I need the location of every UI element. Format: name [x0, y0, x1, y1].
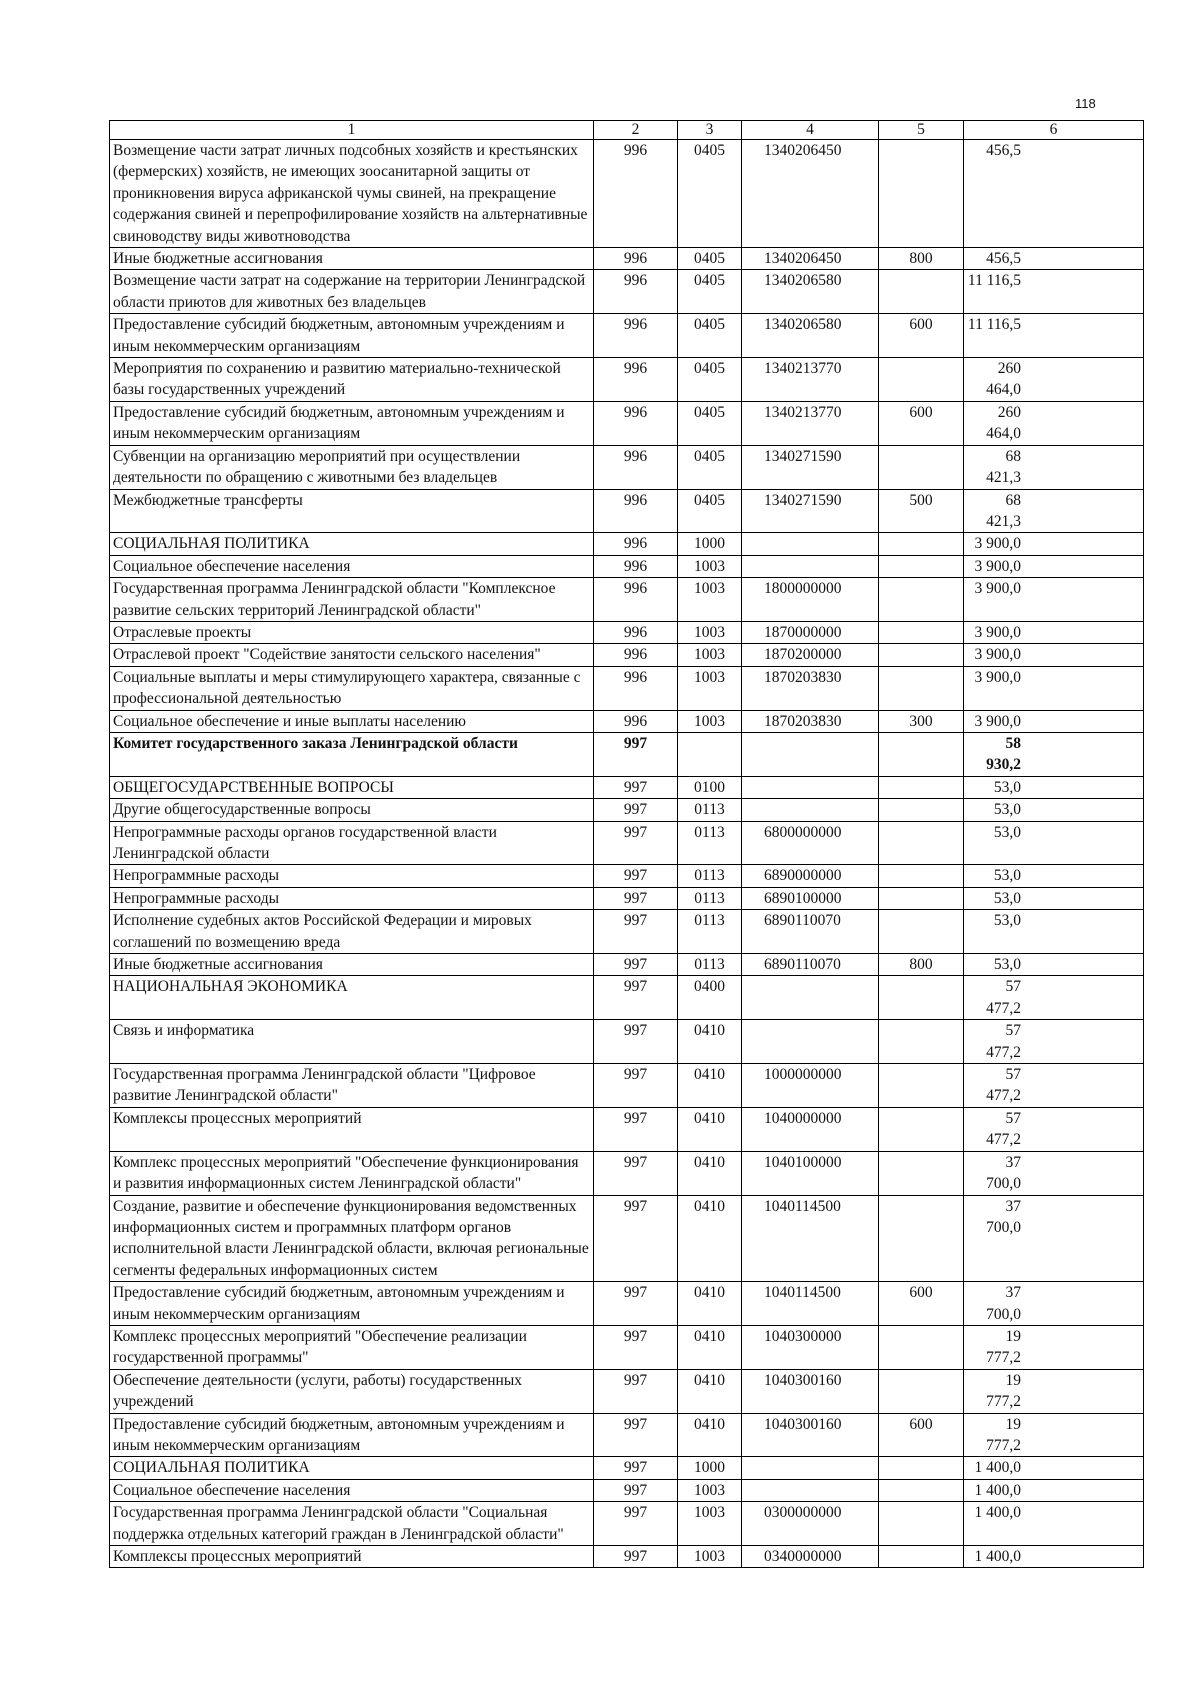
row-target-code: 6800000000	[742, 821, 879, 865]
row-grbs-code: 997	[594, 1151, 678, 1195]
row-sum: 68 421,3	[964, 445, 1144, 489]
row-sum: 57 477,2	[964, 1020, 1144, 1064]
table-row	[110, 976, 1144, 1020]
table-row	[110, 799, 1144, 821]
row-sum: 260 464,0	[964, 401, 1144, 445]
table-row	[110, 140, 1144, 248]
row-section-code: 0405	[678, 140, 742, 248]
row-name: Социальное обеспечение и иные выплаты населению	[110, 710, 594, 732]
row-grbs-code: 997	[594, 1282, 678, 1326]
row-grbs-code: 997	[594, 976, 678, 1020]
row-grbs-code: 996	[594, 248, 678, 270]
row-target-code: 1870200000	[742, 644, 879, 666]
row-section-code: 0405	[678, 445, 742, 489]
row-expense-type	[879, 1502, 964, 1546]
row-expense-type	[879, 1546, 964, 1568]
row-grbs-code: 997	[594, 821, 678, 865]
row-sum: 1 400,0	[964, 1546, 1144, 1568]
row-expense-type	[879, 776, 964, 798]
row-target-code: 6890100000	[742, 887, 879, 909]
row-expense-type: 600	[879, 1282, 964, 1326]
row-section-code: 0405	[678, 270, 742, 314]
row-target-code: 0340000000	[742, 1546, 879, 1568]
row-section-code: 0405	[678, 248, 742, 270]
row-sum: 53,0	[964, 910, 1144, 954]
table-row	[110, 910, 1144, 954]
row-expense-type	[879, 666, 964, 710]
row-target-code: 1040300160	[742, 1413, 879, 1457]
row-grbs-code: 997	[594, 954, 678, 976]
row-expense-type	[879, 821, 964, 865]
budget-table	[109, 120, 1144, 1568]
row-expense-type	[879, 140, 964, 248]
table-row	[110, 555, 1144, 577]
table-row	[110, 732, 1144, 776]
row-section-code: 1003	[678, 621, 742, 643]
row-target-code: 1040000000	[742, 1107, 879, 1151]
row-expense-type	[879, 1020, 964, 1064]
row-sum: 3 900,0	[964, 710, 1144, 732]
row-grbs-code: 996	[594, 140, 678, 248]
row-expense-type	[879, 887, 964, 909]
table-row	[110, 1020, 1144, 1064]
row-sum: 11 116,5	[964, 270, 1144, 314]
row-name: Предоставление субсидий бюджетным, автономным учреждениям и иным некоммерческим организациям	[110, 401, 594, 445]
row-section-code: 1003	[678, 1479, 742, 1501]
row-sum: 58 930,2	[964, 732, 1144, 776]
row-section-code	[678, 732, 742, 776]
row-section-code: 0113	[678, 799, 742, 821]
row-grbs-code: 996	[594, 666, 678, 710]
row-sum: 68 421,3	[964, 489, 1144, 533]
row-name: Непрограммные расходы	[110, 865, 594, 887]
row-sum: 11 116,5	[964, 314, 1144, 358]
row-expense-type: 800	[879, 248, 964, 270]
row-section-code: 0113	[678, 887, 742, 909]
row-sum: 37 700,0	[964, 1195, 1144, 1282]
row-name: Субвенции на организацию мероприятий при осуществлении деятельности по обращению с животными без владельцев	[110, 445, 594, 489]
row-target-code: 1870203830	[742, 666, 879, 710]
row-section-code: 0405	[678, 401, 742, 445]
row-target-code: 1000000000	[742, 1064, 879, 1108]
row-expense-type: 300	[879, 710, 964, 732]
row-sum: 57 477,2	[964, 976, 1144, 1020]
table-row	[110, 1546, 1144, 1568]
row-target-code: 1870203830	[742, 710, 879, 732]
row-grbs-code: 996	[594, 314, 678, 358]
row-expense-type: 600	[879, 314, 964, 358]
column-header-5: 5	[879, 121, 964, 140]
row-section-code: 0410	[678, 1369, 742, 1413]
row-name: Государственная программа Ленинградской области "Социальная поддержка отдельных категорий граждан в Ленинградской области"	[110, 1502, 594, 1546]
row-target-code: 1340206450	[742, 140, 879, 248]
row-name: Отраслевые проекты	[110, 621, 594, 643]
row-grbs-code: 996	[594, 555, 678, 577]
row-name: Отраслевой проект "Содействие занятости сельского населения"	[110, 644, 594, 666]
row-expense-type	[879, 1325, 964, 1369]
row-sum: 37 700,0	[964, 1282, 1144, 1326]
row-sum: 57 477,2	[964, 1064, 1144, 1108]
row-sum: 53,0	[964, 799, 1144, 821]
row-expense-type: 500	[879, 489, 964, 533]
row-grbs-code: 997	[594, 1546, 678, 1568]
row-name: Комплекс процессных мероприятий "Обеспечение функционирования и развития информационных систем Ленинградской области"	[110, 1151, 594, 1195]
row-expense-type	[879, 270, 964, 314]
row-target-code: 1340213770	[742, 401, 879, 445]
row-section-code: 0400	[678, 976, 742, 1020]
row-name: Предоставление субсидий бюджетным, автономным учреждениям и иным некоммерческим организациям	[110, 1282, 594, 1326]
row-sum: 1 400,0	[964, 1502, 1144, 1546]
row-name: Связь и информатика	[110, 1020, 594, 1064]
row-name: Иные бюджетные ассигнования	[110, 954, 594, 976]
table-row	[110, 1369, 1144, 1413]
row-section-code: 0410	[678, 1064, 742, 1108]
column-header-6: 6	[964, 121, 1144, 140]
column-header-4: 4	[742, 121, 879, 140]
row-grbs-code: 996	[594, 533, 678, 555]
row-target-code: 0300000000	[742, 1502, 879, 1546]
row-name: Создание, развитие и обеспечение функционирования ведомственных информационных систем и программных платформ органов исполнительной власти Ленинградской области, включая региональные сегменты федеральных информационных систем	[110, 1195, 594, 1282]
row-sum: 1 400,0	[964, 1479, 1144, 1501]
row-section-code: 0100	[678, 776, 742, 798]
row-name: Непрограммные расходы органов государственной власти Ленинградской области	[110, 821, 594, 865]
budget-table-body	[110, 121, 1144, 1568]
row-expense-type	[879, 578, 964, 622]
row-expense-type	[879, 358, 964, 402]
row-target-code	[742, 1479, 879, 1501]
row-name: Комплексы процессных мероприятий	[110, 1107, 594, 1151]
row-expense-type	[879, 1107, 964, 1151]
row-name: ОБЩЕГОСУДАРСТВЕННЫЕ ВОПРОСЫ	[110, 776, 594, 798]
row-name: Возмещение части затрат на содержание на территории Ленинградской области приютов для животных без владельцев	[110, 270, 594, 314]
column-header-2: 2	[594, 121, 678, 140]
row-name: Мероприятия по сохранению и развитию материально-технической базы государственных учреждений	[110, 358, 594, 402]
table-row	[110, 1457, 1144, 1479]
row-grbs-code: 997	[594, 1195, 678, 1282]
row-expense-type	[879, 1151, 964, 1195]
row-sum: 3 900,0	[964, 666, 1144, 710]
row-target-code: 1870000000	[742, 621, 879, 643]
row-sum: 37 700,0	[964, 1151, 1144, 1195]
table-row	[110, 1413, 1144, 1457]
row-sum: 260 464,0	[964, 358, 1144, 402]
row-expense-type	[879, 1195, 964, 1282]
table-row	[110, 1282, 1144, 1326]
row-section-code: 1003	[678, 644, 742, 666]
row-section-code: 0410	[678, 1151, 742, 1195]
row-section-code: 0410	[678, 1413, 742, 1457]
row-section-code: 1003	[678, 1502, 742, 1546]
row-target-code: 1040114500	[742, 1195, 879, 1282]
row-sum: 3 900,0	[964, 644, 1144, 666]
row-section-code: 1003	[678, 555, 742, 577]
table-row	[110, 821, 1144, 865]
row-name: Межбюджетные трансферты	[110, 489, 594, 533]
row-expense-type	[879, 865, 964, 887]
row-expense-type	[879, 976, 964, 1020]
row-name: Предоставление субсидий бюджетным, автономным учреждениям и иным некоммерческим организациям	[110, 1413, 594, 1457]
row-section-code: 0113	[678, 821, 742, 865]
row-expense-type: 800	[879, 954, 964, 976]
row-name: Непрограммные расходы	[110, 887, 594, 909]
row-section-code: 0113	[678, 954, 742, 976]
row-target-code: 1040300000	[742, 1325, 879, 1369]
row-name: СОЦИАЛЬНАЯ ПОЛИТИКА	[110, 533, 594, 555]
table-row	[110, 1195, 1144, 1282]
row-expense-type: 600	[879, 401, 964, 445]
table-header-row	[110, 121, 1144, 140]
row-name: Исполнение судебных актов Российской Федерации и мировых соглашений по возмещению вреда	[110, 910, 594, 954]
row-expense-type	[879, 555, 964, 577]
row-grbs-code: 997	[594, 776, 678, 798]
row-section-code: 0410	[678, 1107, 742, 1151]
row-sum: 1 400,0	[964, 1457, 1144, 1479]
table-row	[110, 489, 1144, 533]
row-name: Социальное обеспечение населения	[110, 555, 594, 577]
row-sum: 53,0	[964, 821, 1144, 865]
table-row	[110, 358, 1144, 402]
row-expense-type	[879, 1457, 964, 1479]
row-sum: 53,0	[964, 776, 1144, 798]
row-target-code: 1340206450	[742, 248, 879, 270]
row-target-code	[742, 555, 879, 577]
row-grbs-code: 997	[594, 1502, 678, 1546]
row-sum: 53,0	[964, 887, 1144, 909]
row-target-code: 1040300160	[742, 1369, 879, 1413]
table-row	[110, 776, 1144, 798]
row-grbs-code: 997	[594, 1457, 678, 1479]
row-section-code: 1000	[678, 1457, 742, 1479]
row-target-code: 1340271590	[742, 445, 879, 489]
table-row	[110, 887, 1144, 909]
row-section-code: 1003	[678, 1546, 742, 1568]
row-expense-type	[879, 621, 964, 643]
row-grbs-code: 997	[594, 865, 678, 887]
row-target-code: 1340213770	[742, 358, 879, 402]
row-section-code: 1000	[678, 533, 742, 555]
row-grbs-code: 996	[594, 644, 678, 666]
row-name: Иные бюджетные ассигнования	[110, 248, 594, 270]
table-row	[110, 644, 1144, 666]
row-sum: 3 900,0	[964, 621, 1144, 643]
row-target-code	[742, 799, 879, 821]
table-row	[110, 1107, 1144, 1151]
row-grbs-code: 997	[594, 1413, 678, 1457]
table-row	[110, 954, 1144, 976]
row-sum: 19 777,2	[964, 1325, 1144, 1369]
table-row	[110, 445, 1144, 489]
row-grbs-code: 996	[594, 445, 678, 489]
row-target-code: 1800000000	[742, 578, 879, 622]
row-target-code	[742, 776, 879, 798]
row-section-code: 0410	[678, 1282, 742, 1326]
row-expense-type	[879, 445, 964, 489]
row-name: Социальные выплаты и меры стимулирующего характера, связанные с профессиональной деятельностью	[110, 666, 594, 710]
row-expense-type	[879, 1479, 964, 1501]
table-row	[110, 710, 1144, 732]
row-target-code: 1340206580	[742, 314, 879, 358]
row-name: Предоставление субсидий бюджетным, автономным учреждениям и иным некоммерческим организациям	[110, 314, 594, 358]
row-grbs-code: 996	[594, 401, 678, 445]
row-name: Государственная программа Ленинградской области "Комплексное развитие сельских территорий Ленинградской области"	[110, 578, 594, 622]
row-name: СОЦИАЛЬНАЯ ПОЛИТИКА	[110, 1457, 594, 1479]
row-target-code: 1340206580	[742, 270, 879, 314]
row-expense-type	[879, 799, 964, 821]
row-grbs-code: 997	[594, 799, 678, 821]
row-name: НАЦИОНАЛЬНАЯ ЭКОНОМИКА	[110, 976, 594, 1020]
row-grbs-code: 997	[594, 1479, 678, 1501]
table-row	[110, 621, 1144, 643]
row-grbs-code: 997	[594, 1064, 678, 1108]
row-sum: 19 777,2	[964, 1369, 1144, 1413]
table-row	[110, 314, 1144, 358]
row-sum: 3 900,0	[964, 555, 1144, 577]
row-target-code	[742, 976, 879, 1020]
table-row	[110, 270, 1144, 314]
row-expense-type: 600	[879, 1413, 964, 1457]
row-target-code	[742, 1020, 879, 1064]
row-section-code: 0113	[678, 910, 742, 954]
row-section-code: 1003	[678, 666, 742, 710]
row-target-code: 6890110070	[742, 954, 879, 976]
row-grbs-code: 996	[594, 621, 678, 643]
table-row	[110, 865, 1144, 887]
row-sum: 57 477,2	[964, 1107, 1144, 1151]
table-row	[110, 533, 1144, 555]
row-target-code: 1340271590	[742, 489, 879, 533]
row-section-code: 1003	[678, 578, 742, 622]
row-target-code: 6890000000	[742, 865, 879, 887]
row-expense-type	[879, 644, 964, 666]
row-expense-type	[879, 1369, 964, 1413]
row-grbs-code: 997	[594, 732, 678, 776]
table-row	[110, 1479, 1144, 1501]
row-sum: 19 777,2	[964, 1413, 1144, 1457]
row-sum: 3 900,0	[964, 578, 1144, 622]
row-target-code: 1040100000	[742, 1151, 879, 1195]
row-section-code: 0410	[678, 1195, 742, 1282]
row-name: Государственная программа Ленинградской области "Цифровое развитие Ленинградской области"	[110, 1064, 594, 1108]
row-grbs-code: 996	[594, 578, 678, 622]
row-grbs-code: 996	[594, 489, 678, 533]
row-section-code: 0410	[678, 1325, 742, 1369]
page-number: 118	[1075, 96, 1096, 111]
row-grbs-code: 997	[594, 887, 678, 909]
row-target-code: 6890110070	[742, 910, 879, 954]
row-grbs-code: 996	[594, 358, 678, 402]
row-sum: 456,5	[964, 140, 1144, 248]
column-header-3: 3	[678, 121, 742, 140]
row-sum: 3 900,0	[964, 533, 1144, 555]
row-grbs-code: 997	[594, 910, 678, 954]
row-name: Другие общегосударственные вопросы	[110, 799, 594, 821]
row-section-code: 0405	[678, 489, 742, 533]
table-row	[110, 578, 1144, 622]
table-row	[110, 1502, 1144, 1546]
row-grbs-code: 996	[594, 270, 678, 314]
row-name: Комплексы процессных мероприятий	[110, 1546, 594, 1568]
table-row	[110, 1151, 1144, 1195]
row-name: Социальное обеспечение населения	[110, 1479, 594, 1501]
table-row	[110, 248, 1144, 270]
row-section-code: 1003	[678, 710, 742, 732]
row-grbs-code: 997	[594, 1107, 678, 1151]
row-name: Возмещение части затрат личных подсобных хозяйств и крестьянских (фермерских) хозяйств, не имеющих зоосанитарной защиты от проникновения вируса африканской чумы свиней, на прекращение содержания свиней и перепрофилирование хозяйств на альтернативные свиноводству виды животноводства	[110, 140, 594, 248]
row-expense-type	[879, 732, 964, 776]
row-sum: 53,0	[964, 865, 1144, 887]
row-target-code	[742, 1457, 879, 1479]
row-grbs-code: 997	[594, 1325, 678, 1369]
row-expense-type	[879, 533, 964, 555]
row-target-code	[742, 732, 879, 776]
table-row	[110, 1064, 1144, 1108]
row-target-code	[742, 533, 879, 555]
row-section-code: 0410	[678, 1020, 742, 1064]
row-name: Комплекс процессных мероприятий "Обеспечение реализации государственной программы"	[110, 1325, 594, 1369]
row-section-code: 0405	[678, 314, 742, 358]
table-row	[110, 401, 1144, 445]
row-target-code: 1040114500	[742, 1282, 879, 1326]
row-section-code: 0113	[678, 865, 742, 887]
row-grbs-code: 997	[594, 1020, 678, 1064]
row-expense-type	[879, 910, 964, 954]
row-section-code: 0405	[678, 358, 742, 402]
row-sum: 53,0	[964, 954, 1144, 976]
row-sum: 456,5	[964, 248, 1144, 270]
table-row	[110, 1325, 1144, 1369]
row-name: Обеспечение деятельности (услуги, работы) государственных учреждений	[110, 1369, 594, 1413]
row-expense-type	[879, 1064, 964, 1108]
column-header-1: 1	[110, 121, 594, 140]
row-name: Комитет государственного заказа Ленинградской области	[110, 732, 594, 776]
row-grbs-code: 996	[594, 710, 678, 732]
table-row	[110, 666, 1144, 710]
row-grbs-code: 997	[594, 1369, 678, 1413]
